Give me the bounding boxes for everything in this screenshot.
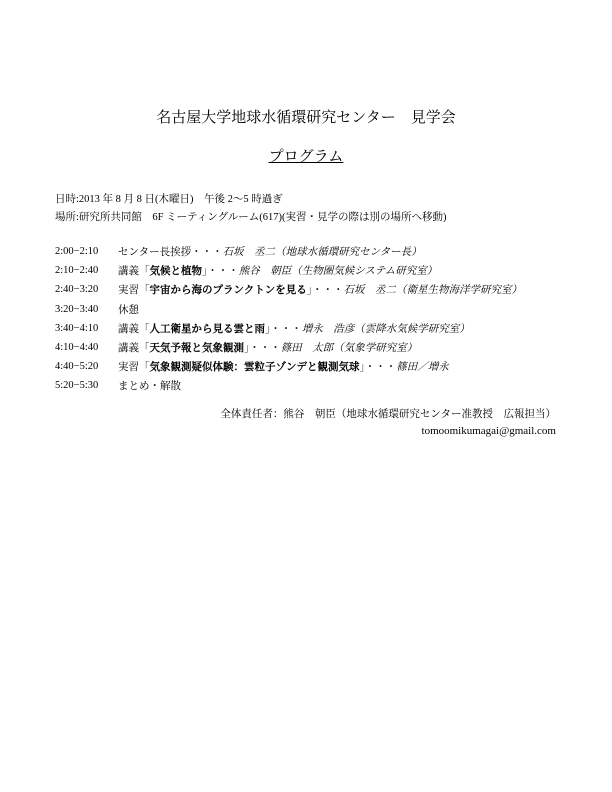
session-label: センター長挨拶・・・: [118, 247, 223, 259]
time-range: 2:00−2:10: [55, 246, 99, 258]
schedule-row: [55, 261, 522, 280]
session-description: [118, 340, 417, 355]
session-title: 気候と植物: [149, 266, 202, 278]
time-range: 2:10−2:40: [55, 265, 99, 277]
session-presenter: 石坂 丞二（地球水循環研究センター長）: [222, 247, 422, 259]
session-presenter: 篠田／増永: [396, 362, 449, 374]
session-title: 天気予報と気象観測: [149, 343, 244, 355]
session-title: 人工衛星から見る雲と雨: [149, 323, 265, 335]
time-range: 4:10−4:40: [55, 342, 99, 354]
session-description: [118, 302, 139, 317]
datetime-line: 日時:2013 年 8 月 8 日(木曜日) 午後 2～5 時過ぎ: [55, 194, 283, 205]
schedule-list: [55, 242, 522, 396]
session-description: [118, 282, 522, 297]
session-separator: 」・・・: [265, 323, 302, 335]
schedule-row: [55, 319, 522, 338]
session-description: [118, 359, 449, 374]
session-presenter: 熊谷 朝臣（生物圏気候システム研究室）: [238, 266, 438, 278]
time-range: 3:20−3:40: [55, 303, 99, 315]
schedule-row: [55, 242, 522, 261]
session-label: 休憩: [118, 304, 139, 316]
session-title: 気象観測疑似体験：雲粒子ゾンデと観測気球: [149, 362, 360, 374]
session-separator: 」・・・: [244, 343, 281, 355]
email-address: tomoomikumagai@gmail.com: [421, 425, 556, 437]
responsible-line: 全体責任者：熊谷 朝臣（地球水循環研究センター准教授 広報担当）: [220, 409, 556, 420]
session-presenter: 篠田 太郎（気象学研究室）: [280, 343, 418, 355]
time-range: 3:40−4:10: [55, 322, 99, 334]
time-range: 5:20−5:30: [55, 380, 99, 392]
session-label: 実習「: [118, 362, 150, 374]
session-presenter: 増永 浩彦（雲降水気候学研究室）: [301, 323, 470, 335]
session-label: 実習「: [118, 285, 150, 297]
schedule-row: [55, 300, 522, 319]
session-separator: 」・・・: [202, 266, 239, 278]
program-heading-text: プログラム: [268, 149, 344, 165]
session-label: まとめ・解散: [118, 381, 181, 393]
session-label: 講義「: [118, 323, 150, 335]
schedule-row: [55, 357, 522, 376]
time-range: 4:40−5:20: [55, 361, 99, 373]
location-line: 場所:研究所共同館 6F ミーティングルーム(617)(実習・見学の際は別の場所へ移動): [55, 212, 447, 223]
time-range: 2:40−3:20: [55, 284, 99, 296]
session-description: [118, 263, 437, 278]
document-title: 名古屋大学地球水循環研究センター 見学会: [156, 110, 456, 126]
session-description: [118, 378, 181, 393]
schedule-row: [55, 338, 522, 357]
session-separator: 」・・・: [359, 362, 397, 374]
session-title: 宇宙から海のプランクトンを見る: [149, 285, 307, 297]
session-presenter: 石坂 丞二（衛星生物海洋学研究室）: [343, 285, 523, 297]
session-description: [118, 244, 422, 259]
session-description: [118, 321, 470, 336]
schedule-row: [55, 280, 522, 299]
schedule-row: [55, 376, 522, 395]
session-label: 講義「: [118, 343, 150, 355]
event-info: [55, 191, 447, 227]
session-label: 講義「: [118, 266, 150, 278]
program-heading: [0, 145, 612, 166]
session-separator: 」・・・: [306, 285, 344, 297]
